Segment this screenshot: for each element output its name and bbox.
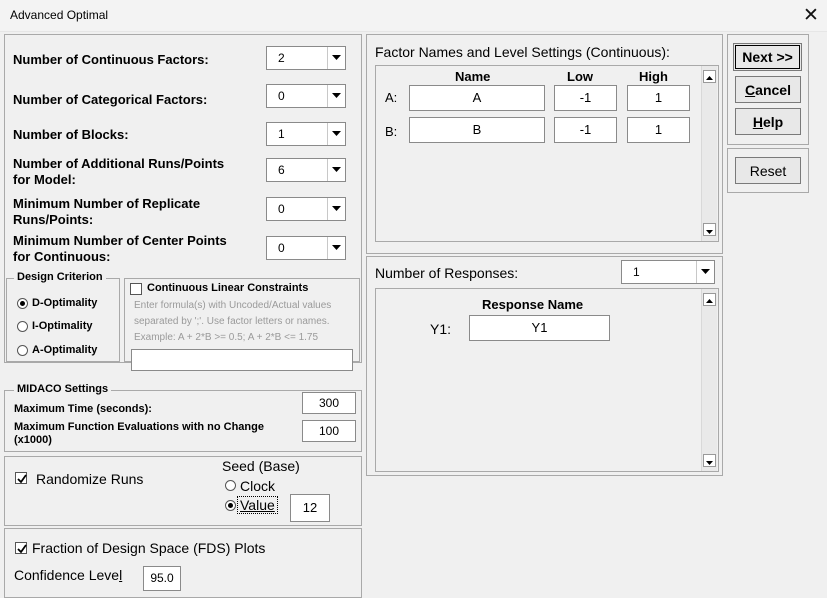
i-optimality-label[interactable]: I-Optimality <box>32 320 93 332</box>
value-label[interactable]: Value <box>240 497 275 513</box>
fds-label[interactable]: Fraction of Design Space (FDS) Plots <box>32 540 266 556</box>
col-low-header: Low <box>567 69 593 84</box>
replicate-runs-label-1: Minimum Number of Replicate <box>13 196 201 211</box>
chevron-down-icon[interactable] <box>327 198 345 220</box>
checkmark-icon <box>17 474 27 484</box>
randomize-checkbox[interactable] <box>15 472 27 484</box>
categorical-factors-label: Number of Categorical Factors: <box>13 92 208 107</box>
constraints-checkbox[interactable] <box>130 283 142 295</box>
max-time-input[interactable]: 300 <box>302 392 356 414</box>
col-name-header: Name <box>455 69 491 84</box>
max-eval-label-2: (x1000) <box>14 434 52 446</box>
checkmark-icon <box>17 544 27 554</box>
center-points-label-2: for Continuous: <box>13 249 111 264</box>
scroll-down-icon[interactable] <box>703 223 716 236</box>
chevron-down-icon[interactable] <box>327 85 345 107</box>
next-button[interactable]: Next >> <box>733 43 802 71</box>
replicate-runs-label-2: Runs/Points: <box>13 212 94 227</box>
center-points-label-1: Minimum Number of Center Points <box>13 233 227 248</box>
additional-runs-label-1: Number of Additional Runs/Points <box>13 156 225 171</box>
categorical-factors-select[interactable] <box>266 84 346 108</box>
fds-checkbox[interactable] <box>15 542 27 554</box>
factor-b-name-input[interactable]: B <box>409 117 545 143</box>
categorical-factors-value: 0 <box>278 89 285 103</box>
additional-runs-select[interactable] <box>266 158 346 182</box>
cancel-button[interactable] <box>735 76 801 103</box>
confidence-label <box>14 567 122 583</box>
window-title: Advanced Optimal <box>10 8 109 22</box>
factor-a-low-input[interactable]: -1 <box>554 85 617 111</box>
blocks-label: Number of Blocks: <box>13 127 129 142</box>
scroll-up-icon[interactable] <box>703 70 716 83</box>
continuous-factors-select[interactable] <box>266 46 346 70</box>
fds-panel <box>4 528 362 598</box>
center-points-value: 0 <box>278 241 285 255</box>
max-eval-label-1: Maximum Function Evaluations with no Change <box>14 421 264 433</box>
scroll-up-icon[interactable] <box>703 293 716 306</box>
confidence-label-text: Confidence Leve <box>14 567 120 583</box>
col-high-header: High <box>639 69 668 84</box>
clock-radio[interactable] <box>225 480 236 491</box>
response-y1-name-input[interactable]: Y1 <box>469 315 610 341</box>
help-accel: H <box>752 114 763 130</box>
continuous-factors-label: Number of Continuous Factors: <box>13 52 209 67</box>
factor-a-name-input[interactable]: A <box>409 85 545 111</box>
i-optimality-radio[interactable] <box>17 321 28 332</box>
response-scrollbar[interactable] <box>701 289 717 471</box>
responses-label: Number of Responses: <box>375 265 519 281</box>
scroll-down-icon[interactable] <box>703 454 716 467</box>
chevron-down-icon[interactable] <box>696 261 714 283</box>
factor-scrollbar[interactable] <box>701 66 717 241</box>
chevron-down-icon[interactable] <box>327 159 345 181</box>
response-row-label: Y1: <box>430 321 452 337</box>
factor-a-high-input[interactable]: 1 <box>627 85 690 111</box>
response-name-header: Response Name <box>482 297 584 312</box>
factor-b-low-input[interactable]: -1 <box>554 117 617 143</box>
d-optimality-radio[interactable] <box>17 298 28 309</box>
factor-row-label: B: <box>385 124 398 139</box>
center-points-select[interactable] <box>266 236 346 260</box>
factor-b-high-input[interactable]: 1 <box>627 117 690 143</box>
midaco-title: MIDACO Settings <box>14 383 111 395</box>
chevron-down-icon[interactable] <box>327 123 345 145</box>
help-button[interactable] <box>735 108 801 135</box>
blocks-value: 1 <box>278 127 285 141</box>
blocks-select[interactable] <box>266 122 346 146</box>
factor-settings-title: Factor Names and Level Settings (Continuous): <box>375 44 670 60</box>
close-icon[interactable]: ✕ <box>803 5 819 26</box>
replicate-runs-select[interactable] <box>266 197 346 221</box>
reset-button[interactable]: Reset <box>735 157 801 184</box>
help-text: elp <box>762 114 784 130</box>
responses-select[interactable] <box>621 260 715 284</box>
d-optimality-label[interactable]: D-Optimality <box>32 297 98 309</box>
title-bar <box>0 0 827 32</box>
a-optimality-radio[interactable] <box>17 345 28 356</box>
factor-row-label: A: <box>385 90 398 105</box>
seed-value-input[interactable]: 12 <box>290 494 330 522</box>
replicate-runs-value: 0 <box>278 202 285 216</box>
max-time-label: Maximum Time (seconds): <box>14 403 152 415</box>
continuous-factors-value: 2 <box>278 51 285 65</box>
seed-title: Seed (Base) <box>222 458 300 474</box>
constraints-label[interactable]: Continuous Linear Constraints <box>147 282 309 294</box>
confidence-label-accel: l <box>119 567 123 583</box>
cancel-accel: C <box>745 82 756 98</box>
design-criterion-title: Design Criterion <box>14 271 106 283</box>
cancel-text: ancel <box>755 82 791 98</box>
randomize-label[interactable]: Randomize Runs <box>36 471 144 487</box>
constraints-hint-1: Enter formula(s) with Uncoded/Actual values <box>134 300 332 311</box>
constraints-hint-3: Example: A + 2*B >= 0.5; A + 2*B <= 1.75 <box>134 332 319 343</box>
constraints-hint-2: separated by ';'. Use factor letters or names. <box>134 316 330 327</box>
additional-runs-label-2: for Model: <box>13 172 76 187</box>
chevron-down-icon[interactable] <box>327 47 345 69</box>
confidence-input[interactable]: 95.0 <box>143 566 181 591</box>
responses-value: 1 <box>633 265 640 279</box>
a-optimality-label[interactable]: A-Optimality <box>32 344 98 356</box>
value-radio[interactable] <box>225 500 236 511</box>
constraints-input[interactable] <box>131 349 353 371</box>
max-eval-input[interactable]: 100 <box>302 420 356 442</box>
additional-runs-value: 6 <box>278 163 285 177</box>
clock-label[interactable]: Clock <box>240 478 276 494</box>
chevron-down-icon[interactable] <box>327 237 345 259</box>
